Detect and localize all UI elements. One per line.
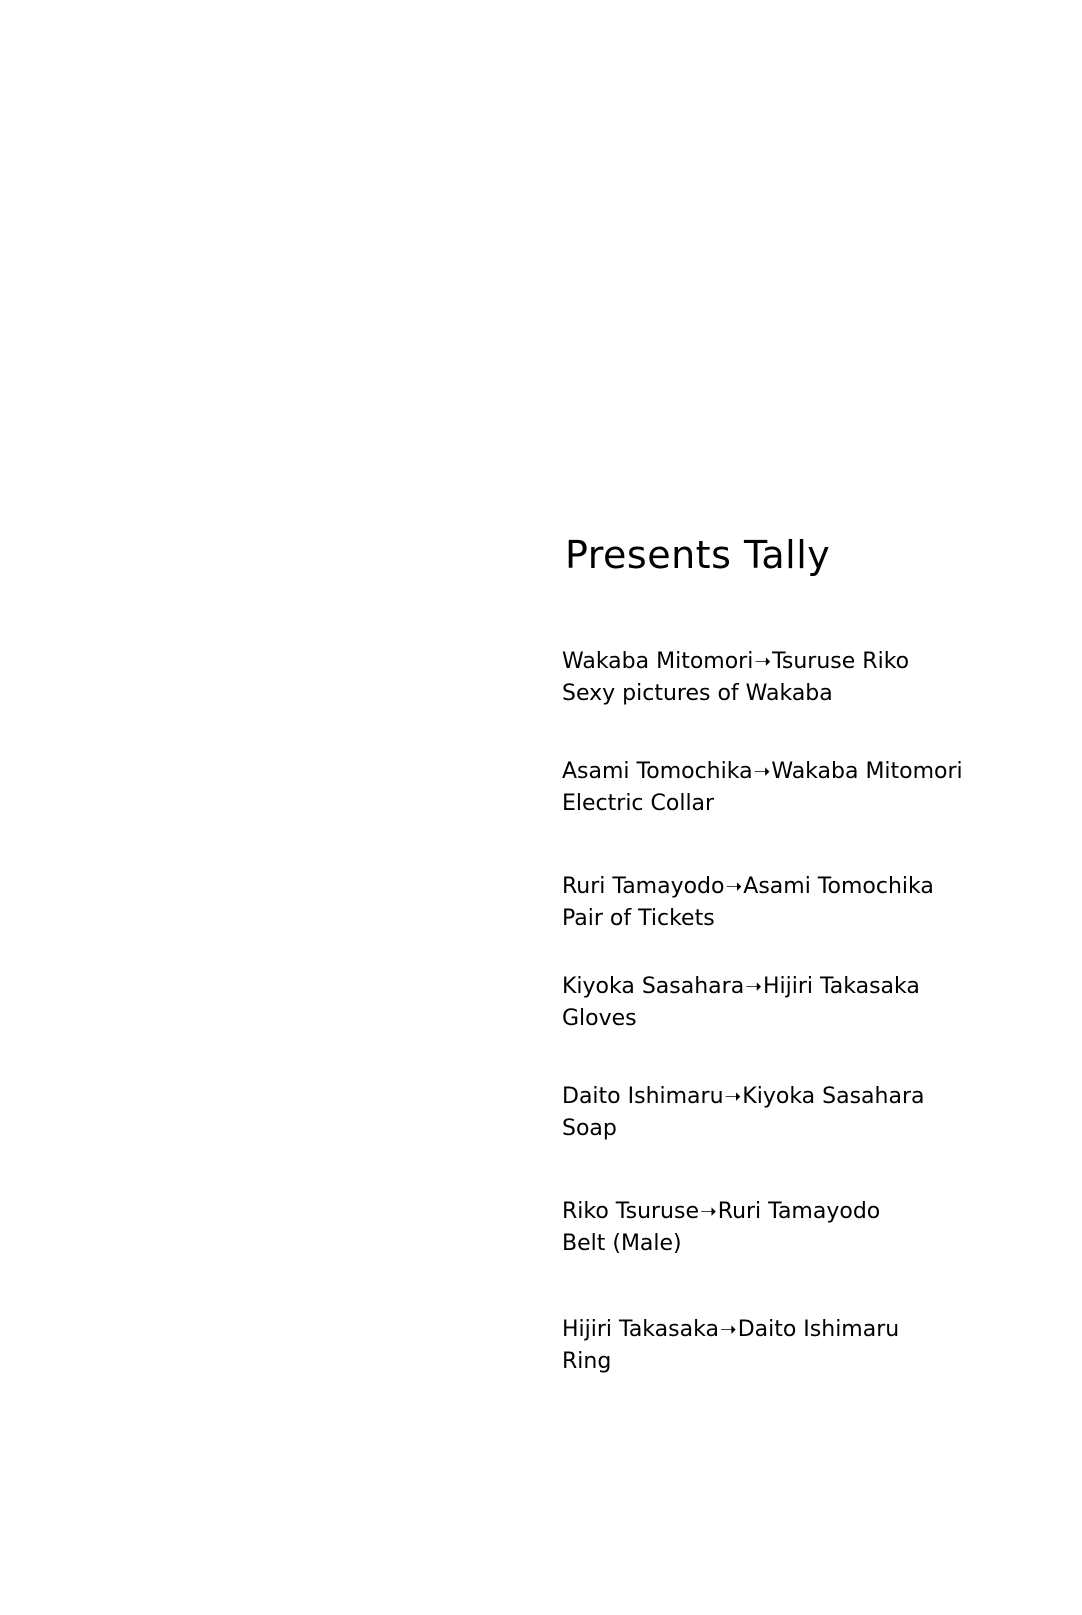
tally-entry (562, 755, 1062, 820)
arrow-icon: ➝ (700, 1199, 717, 1223)
recipient-name: Hijiri Takasaka (762, 974, 920, 999)
giver-recipient-line (562, 1195, 1062, 1228)
giver-recipient-line (562, 1313, 1062, 1346)
giver-recipient-line (562, 645, 1062, 678)
arrow-icon: ➝ (719, 1317, 737, 1341)
tally-entry (562, 645, 1062, 710)
giver-name: Riko Tsuruse (562, 1199, 699, 1224)
tally-entry (562, 970, 1062, 1035)
tally-entry (562, 1195, 1062, 1260)
giver-recipient-line (562, 755, 1062, 788)
giver-recipient-line (562, 970, 1062, 1003)
giver-name: Ruri Tamayodo (562, 874, 725, 899)
gift-name: Ring (562, 1349, 612, 1374)
recipient-name: Asami Tomochika (743, 874, 934, 899)
arrow-icon: ➝ (753, 759, 771, 783)
recipient-name: Kiyoka Sasahara (742, 1084, 925, 1109)
recipient-name: Tsuruse Riko (772, 649, 910, 674)
tally-entry (562, 1080, 1062, 1145)
giver-name: Kiyoka Sasahara (562, 974, 745, 999)
giver-name: Wakaba Mitomori (562, 649, 754, 674)
tally-entry (562, 1313, 1062, 1378)
tally-entry (562, 870, 1062, 935)
recipient-name: Ruri Tamayodo (717, 1199, 881, 1224)
recipient-name: Daito Ishimaru (737, 1317, 900, 1342)
arrow-icon: ➝ (745, 974, 762, 998)
gift-name: Pair of Tickets (562, 906, 715, 931)
arrow-icon: ➝ (724, 1084, 742, 1108)
gift-name: Belt (Male) (562, 1231, 682, 1256)
arrow-icon: ➝ (725, 874, 743, 898)
giver-recipient-line (562, 870, 1062, 903)
giver-name: Daito Ishimaru (562, 1084, 724, 1109)
giver-recipient-line (562, 1080, 1062, 1113)
gift-name: Gloves (562, 1006, 637, 1031)
gift-name: Electric Collar (562, 791, 715, 816)
giver-name: Asami Tomochika (562, 759, 753, 784)
gift-name: Soap (562, 1116, 617, 1141)
gift-name: Sexy pictures of Wakaba (562, 681, 833, 706)
arrow-icon: ➝ (754, 649, 772, 673)
giver-name: Hijiri Takasaka (562, 1317, 719, 1342)
page-title: Presents Tally (565, 533, 831, 577)
recipient-name: Wakaba Mitomori (771, 759, 963, 784)
